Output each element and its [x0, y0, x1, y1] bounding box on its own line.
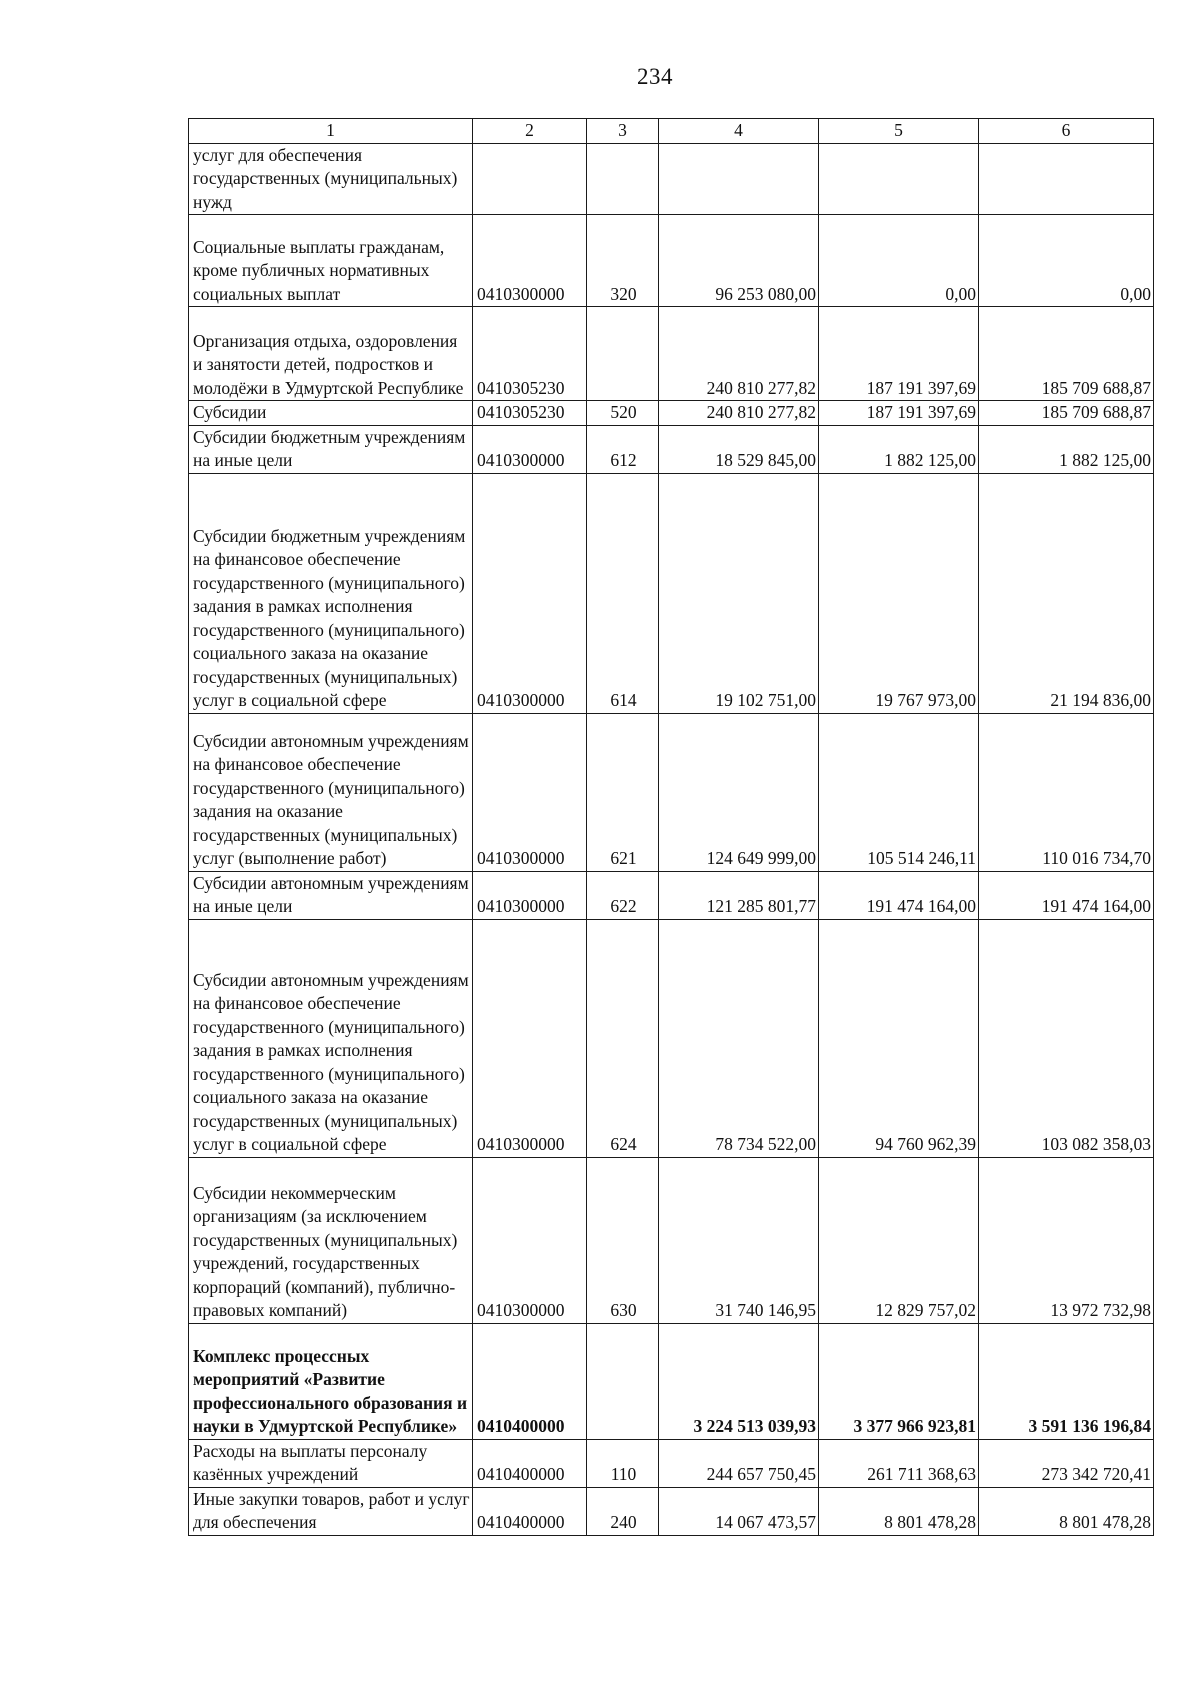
row-type-cell: 614: [587, 473, 659, 713]
row-value-col6-cell: 21 194 836,00: [979, 473, 1154, 713]
row-value-col4-cell: 124 649 999,00: [659, 713, 819, 871]
row-value-col4-cell: [659, 143, 819, 215]
header-col-3: 3: [587, 119, 659, 144]
table-row: [189, 473, 1154, 713]
table-row: [189, 1157, 1154, 1323]
row-code-cell: 0410300000: [473, 473, 587, 713]
row-value-col4-cell: 31 740 146,95: [659, 1157, 819, 1323]
table-row: [189, 143, 1154, 215]
row-type-cell: [587, 307, 659, 401]
row-value-col5-cell: 19 767 973,00: [819, 473, 979, 713]
page-number: 234: [637, 64, 673, 89]
row-type-cell: 520: [587, 401, 659, 426]
row-value-col5-cell: 12 829 757,02: [819, 1157, 979, 1323]
row-value-col5-cell: 1 882 125,00: [819, 425, 979, 473]
table-row: [189, 307, 1154, 401]
table-body: [189, 143, 1154, 1535]
row-code-cell: 0410305230: [473, 401, 587, 426]
row-value-col5-cell: 187 191 397,69: [819, 401, 979, 426]
row-type-cell: [587, 1323, 659, 1439]
row-name-cell: услуг для обеспечения государственных (муниципальных) нужд: [189, 143, 473, 215]
row-value-col5-cell: 261 711 368,63: [819, 1439, 979, 1487]
row-value-col6-cell: [979, 143, 1154, 215]
header-col-5: 5: [819, 119, 979, 144]
row-code-cell: 0410300000: [473, 919, 587, 1157]
row-type-cell: 320: [587, 215, 659, 307]
row-value-col6-cell: 0,00: [979, 215, 1154, 307]
row-type-cell: 624: [587, 919, 659, 1157]
row-value-col6-cell: 1 882 125,00: [979, 425, 1154, 473]
row-value-col6-cell: 103 082 358,03: [979, 919, 1154, 1157]
row-code-cell: 0410400000: [473, 1487, 587, 1535]
row-code-cell: 0410300000: [473, 713, 587, 871]
row-code-cell: 0410300000: [473, 871, 587, 919]
row-type-cell: 621: [587, 713, 659, 871]
row-code-cell: 0410305230: [473, 307, 587, 401]
row-value-col6-cell: 3 591 136 196,84: [979, 1323, 1154, 1439]
row-type-cell: [587, 143, 659, 215]
row-value-col5-cell: 0,00: [819, 215, 979, 307]
row-code-cell: 0410400000: [473, 1439, 587, 1487]
row-value-col4-cell: 18 529 845,00: [659, 425, 819, 473]
row-value-col5-cell: 187 191 397,69: [819, 307, 979, 401]
row-name-cell: Субсидии бюджетным учреждениям на финансовое обеспечение государственного (муниципального) задания в рамках исполнения государственного (муниципального) социального заказа на оказание государственных (муниципальных) услуг в социальной сфере: [189, 473, 473, 713]
header-col-1: 1: [189, 119, 473, 144]
row-value-col4-cell: 3 224 513 039,93: [659, 1323, 819, 1439]
row-name-cell: Субсидии автономным учреждениям на финансовое обеспечение государственного (муниципального) задания в рамках исполнения государственного (муниципального) социального заказа на оказание государственных (муниципальных) услуг в социальной сфере: [189, 919, 473, 1157]
row-code-cell: [473, 143, 587, 215]
header-col-2: 2: [473, 119, 587, 144]
table-row: [189, 401, 1154, 426]
row-value-col4-cell: 19 102 751,00: [659, 473, 819, 713]
row-name-cell: Комплекс процессных мероприятий «Развитие профессионального образования и науки в Удмуртской Республике»: [189, 1323, 473, 1439]
row-value-col6-cell: 185 709 688,87: [979, 401, 1154, 426]
row-value-col6-cell: 273 342 720,41: [979, 1439, 1154, 1487]
table-row: [189, 1487, 1154, 1535]
table-row: [189, 215, 1154, 307]
row-value-col6-cell: 8 801 478,28: [979, 1487, 1154, 1535]
row-value-col4-cell: 240 810 277,82: [659, 401, 819, 426]
row-type-cell: 622: [587, 871, 659, 919]
row-value-col5-cell: 105 514 246,11: [819, 713, 979, 871]
row-value-col5-cell: 94 760 962,39: [819, 919, 979, 1157]
row-value-col4-cell: 244 657 750,45: [659, 1439, 819, 1487]
row-value-col4-cell: 121 285 801,77: [659, 871, 819, 919]
row-value-col4-cell: 78 734 522,00: [659, 919, 819, 1157]
row-value-col5-cell: 8 801 478,28: [819, 1487, 979, 1535]
row-name-cell: Субсидии некоммерческим организациям (за исключением государственных (муниципальных) учреждений, государственных корпораций (компаний), публично-правовых компаний): [189, 1157, 473, 1323]
row-type-cell: 612: [587, 425, 659, 473]
row-code-cell: 0410300000: [473, 425, 587, 473]
row-value-col4-cell: 14 067 473,57: [659, 1487, 819, 1535]
row-value-col6-cell: 185 709 688,87: [979, 307, 1154, 401]
table-row: [189, 713, 1154, 871]
row-name-cell: Расходы на выплаты персоналу казённых учреждений: [189, 1439, 473, 1487]
row-value-col6-cell: 191 474 164,00: [979, 871, 1154, 919]
row-value-col5-cell: [819, 143, 979, 215]
table-row: [189, 1439, 1154, 1487]
row-name-cell: Социальные выплаты гражданам, кроме публичных нормативных социальных выплат: [189, 215, 473, 307]
row-name-cell: Субсидии: [189, 401, 473, 426]
row-value-col5-cell: 3 377 966 923,81: [819, 1323, 979, 1439]
table-row: [189, 425, 1154, 473]
table-row: [189, 871, 1154, 919]
row-name-cell: Иные закупки товаров, работ и услуг для обеспечения: [189, 1487, 473, 1535]
row-value-col4-cell: 96 253 080,00: [659, 215, 819, 307]
budget-table: [188, 118, 1154, 1536]
row-type-cell: 110: [587, 1439, 659, 1487]
header-col-6: 6: [979, 119, 1154, 144]
row-type-cell: 240: [587, 1487, 659, 1535]
row-type-cell: 630: [587, 1157, 659, 1323]
table-row: [189, 919, 1154, 1157]
row-name-cell: Организация отдыха, оздоровления и занятости детей, подростков и молодёжи в Удмуртской Республике: [189, 307, 473, 401]
row-code-cell: 0410300000: [473, 1157, 587, 1323]
table-row: [189, 1323, 1154, 1439]
row-code-cell: 0410300000: [473, 215, 587, 307]
header-col-4: 4: [659, 119, 819, 144]
row-value-col6-cell: 110 016 734,70: [979, 713, 1154, 871]
row-name-cell: Субсидии автономным учреждениям на иные цели: [189, 871, 473, 919]
row-name-cell: Субсидии бюджетным учреждениям на иные цели: [189, 425, 473, 473]
row-name-cell: Субсидии автономным учреждениям на финансовое обеспечение государственного (муниципального) задания на оказание государственных (муниципальных) услуг (выполнение работ): [189, 713, 473, 871]
row-code-cell: 0410400000: [473, 1323, 587, 1439]
table-header-row: [189, 119, 1154, 144]
row-value-col4-cell: 240 810 277,82: [659, 307, 819, 401]
row-value-col5-cell: 191 474 164,00: [819, 871, 979, 919]
row-value-col6-cell: 13 972 732,98: [979, 1157, 1154, 1323]
